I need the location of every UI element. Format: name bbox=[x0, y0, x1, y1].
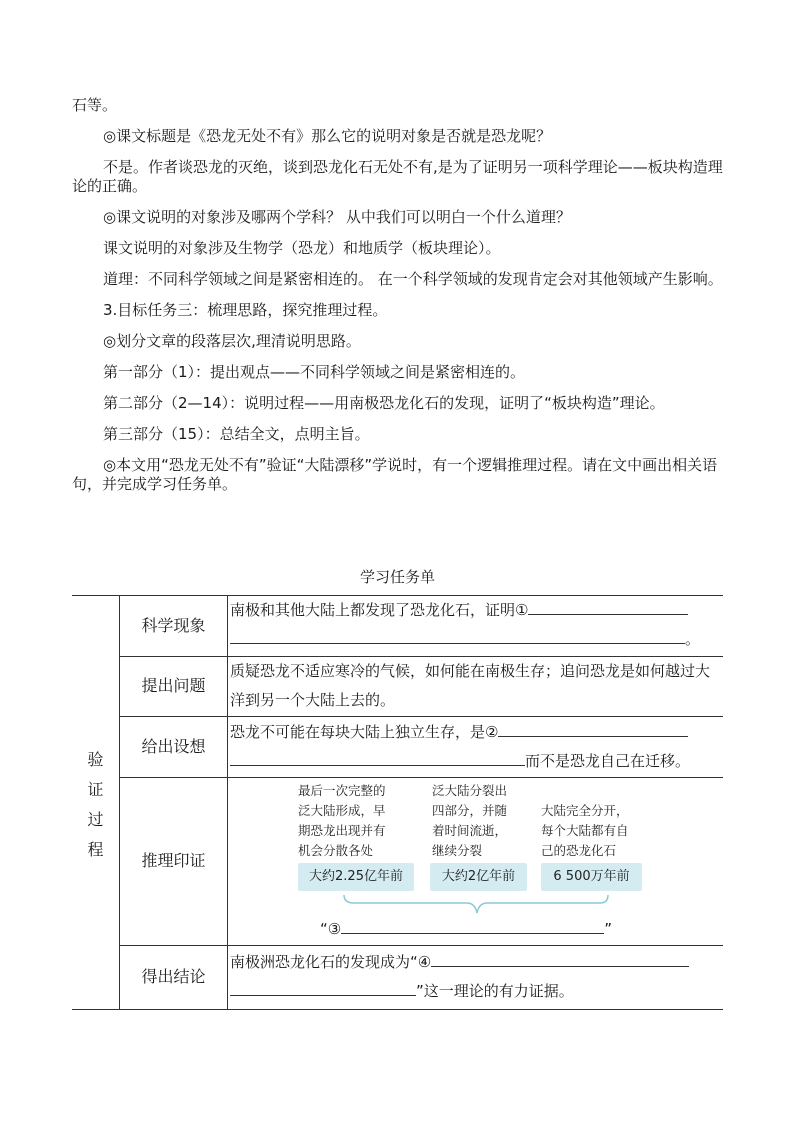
answer-blank-4[interactable] bbox=[431, 949, 689, 967]
row-label: 提出问题 bbox=[141, 676, 206, 695]
time-box-3: 6 500万年前 bbox=[541, 863, 642, 891]
row-divider bbox=[120, 777, 723, 778]
stage-text-1: 最后一次完整的 泛大陆形成，早 期恐龙出现并有 机会分散各处 bbox=[298, 783, 386, 858]
answer: 道理：不同科学领域之间是紧密相连的。 在一个科学领域的发现肯定会对其他领域产生影响。 bbox=[103, 270, 723, 288]
question: ◎本文用“恐龙无处不有”验证“大陆漂移”学说时，有一个逻辑推理过程。请在文中画出相关语句，并完成学习任务单。 bbox=[72, 456, 718, 493]
answer-blank-2[interactable] bbox=[498, 719, 688, 737]
answer: 第一部分（1）：提出观点——不同科学领域之间是紧密相连的。 bbox=[103, 363, 526, 381]
answer-blank-1-cont[interactable] bbox=[230, 626, 685, 644]
question: ◎划分文章的段落层次,理清说明思路。 bbox=[103, 332, 361, 350]
row-divider bbox=[120, 945, 723, 946]
question: ◎课文标题是《恐龙无处不有》那么它的说明对象是否就是恐龙呢？ bbox=[103, 127, 552, 145]
answer-blank-2-cont[interactable] bbox=[230, 748, 525, 766]
question: ◎课文说明的对象涉及哪两个学科？ 从中我们可以明白一个什么道理？ bbox=[103, 208, 571, 226]
timeline-brace bbox=[342, 893, 612, 917]
answer: 第三部分（15）：总结全文，点明主旨。 bbox=[103, 425, 370, 443]
row-label: 科学现象 bbox=[141, 616, 206, 635]
row-label: 推理印证 bbox=[141, 851, 206, 870]
worksheet-table bbox=[72, 595, 723, 1011]
answer-blank-1[interactable] bbox=[528, 597, 688, 615]
answer-blank-3[interactable] bbox=[341, 916, 604, 934]
stage-text-2: 泛大陆分裂出 四部分，并随 着时间流逝， 继续分裂 bbox=[432, 783, 508, 858]
answer-blank-4-cont[interactable] bbox=[230, 978, 416, 996]
row-content: 南极和其他大陆上都发现了恐龙化石，证明① 。 bbox=[230, 596, 718, 654]
time-box-2: 大约2亿年前 bbox=[430, 863, 527, 891]
answer: 课文说明的对象涉及生物学（恐龙）和地质学（板块理论）。 bbox=[103, 239, 501, 257]
answer: 不是。作者谈恐龙的灭绝，谈到恐龙化石无处不有,是为了证明另一项科学理论——板块构造理论的正确。 bbox=[72, 158, 723, 195]
answer: 第二部分（2—14）：说明过程——用南极恐龙化石的发现，证明了“板块构造”理论。 bbox=[103, 394, 665, 412]
table-border bbox=[72, 1009, 723, 1010]
answer-line-3: “③ ” bbox=[320, 916, 720, 942]
row-content: 质疑恐龙不适应寒冷的气候，如何能在南极生存；追问恐龙是如何越过大洋到另一个大陆上去的。 bbox=[230, 662, 711, 709]
column-divider bbox=[119, 595, 120, 1010]
section-heading: 3.目标任务三：梳理思路，探究推理过程。 bbox=[103, 301, 388, 319]
paragraph: 石等。 bbox=[72, 96, 118, 114]
time-box-1: 大约2.25亿年前 bbox=[298, 863, 414, 891]
verify-process-label: 验 证 过 程 bbox=[87, 750, 104, 859]
row-divider bbox=[120, 716, 723, 717]
body-text bbox=[72, 96, 723, 506]
row-label: 得出结论 bbox=[141, 967, 206, 986]
worksheet-title: 学习任务单 bbox=[359, 568, 435, 586]
row-content: 南极洲恐龙化石的发现成为“④ ”这一理论的有力证据。 bbox=[230, 948, 718, 1006]
row-label: 给出设想 bbox=[141, 737, 206, 756]
row-content: 恐龙不可能在每块大陆上独立生存，是② 而不是恐龙自己在迁移。 bbox=[230, 718, 718, 776]
column-divider bbox=[227, 595, 228, 1010]
stage-text-3: 大陆完全分开， 每个大陆都有自 己的恐龙化石 bbox=[541, 803, 629, 858]
